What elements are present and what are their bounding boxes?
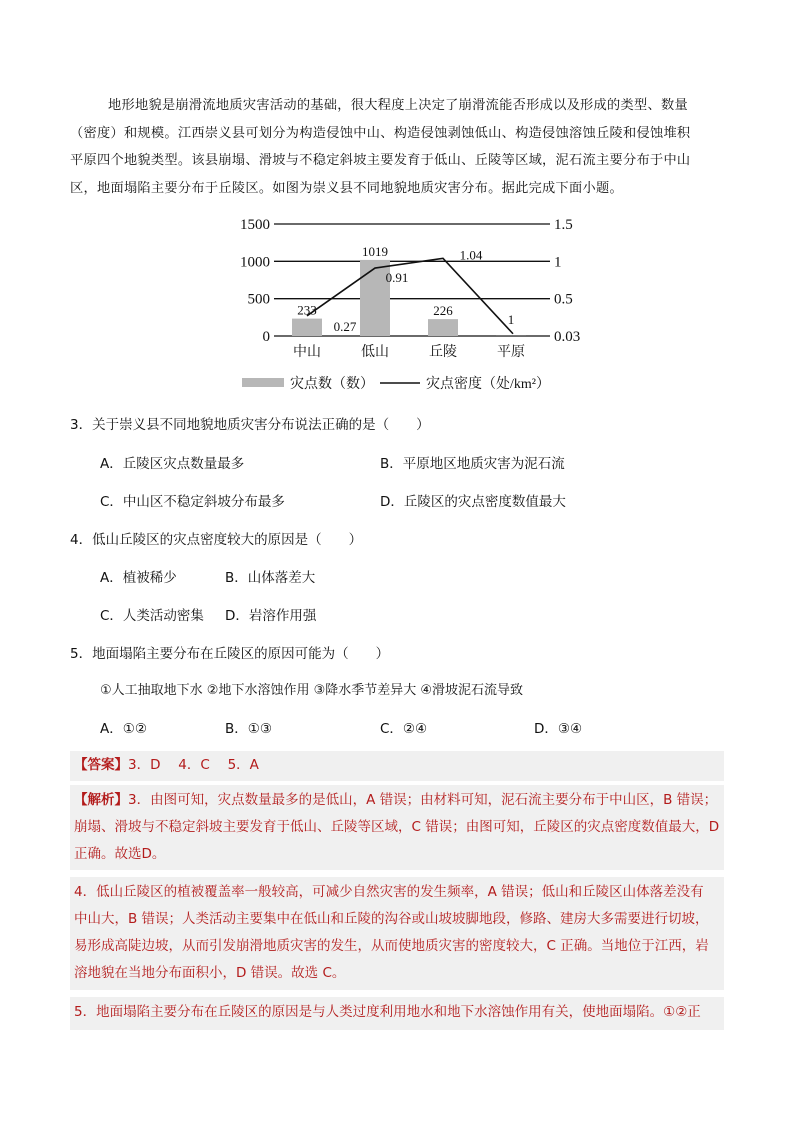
left-tick-label: 1500 (240, 217, 270, 233)
analysis-para-1 (74, 787, 734, 868)
disaster-distribution-chart (228, 210, 598, 400)
answer-line (74, 752, 259, 779)
intro-line: （密度）和规模。江西崇义县可划分为构造侵蚀中山、构造侵蚀剥蚀低山、构造侵蚀溶蚀丘陵和侵蚀堆积 (70, 125, 691, 141)
analysis-para-3 (74, 999, 734, 1026)
analysis-line: 中山大，B 错误；人类活动主要集中在低山和丘陵的沟谷或山坡坡脚地段，修路、建房大多需要进行切坡， (74, 911, 709, 927)
q4-option-d[interactable]: D．岩溶作用强 (225, 608, 317, 624)
left-tick-label: 0 (262, 329, 270, 345)
q4-option-b[interactable]: B．山体落差大 (225, 570, 316, 586)
bar (428, 319, 458, 336)
analysis-line: 4．低山丘陵区的植被覆盖率一般较高，可减少自然灾害的发生频率，A 错误；低山和丘陵区山体落差没有 (74, 884, 704, 900)
question-5-stem: 5．地面塌陷主要分布在丘陵区的原因可能为（ ） (70, 646, 390, 662)
category-label: 低山 (361, 345, 389, 360)
line-data-label: 1.04 (459, 247, 483, 263)
q5-statements: ①人工抽取地下水 ②地下水溶蚀作用 ③降水季节差异大 ④滑坡泥石流导致 (100, 683, 524, 698)
line-data-label: 0.27 (333, 318, 357, 334)
q5-option-a[interactable]: A．①② (100, 721, 147, 737)
category-label: 平原 (497, 345, 525, 360)
q4-option-c[interactable]: C．人类活动密集 (100, 608, 204, 624)
bar-data-label: 233 (297, 302, 317, 318)
answer-text: 3．D 4．C 5．A (128, 757, 259, 773)
legend-bar-label: 灾点数（数） (290, 377, 374, 392)
right-tick-label: 1 (554, 254, 562, 271)
bar-data-label: 226 (433, 303, 453, 319)
line-data-label: 0.91 (385, 270, 409, 286)
q5-option-d[interactable]: D．③④ (534, 721, 583, 737)
right-tick-label: 0.03 (554, 329, 581, 345)
analysis-line: 5．地面塌陷主要分布在丘陵区的原因是与人类过度利用地水和地下水溶蚀作用有关，使地面塌陷。①②正 (74, 1004, 701, 1020)
legend-line-label: 灾点密度（处/km²） (426, 377, 550, 392)
question-4-stem: 4．低山丘陵区的灾点密度较大的原因是（ ） (70, 532, 363, 548)
right-tick-label: 1.5 (554, 217, 573, 233)
category-label: 丘陵 (429, 345, 457, 360)
q5-option-c[interactable]: C．②④ (380, 721, 428, 737)
left-tick-label: 500 (247, 291, 270, 308)
legend-bar-swatch (242, 378, 284, 387)
analysis-para-2 (74, 879, 734, 987)
intro-line: 区，地面塌陷主要分布于丘陵区。如图为崇义县不同地貌地质灾害分布。据此完成下面小题。 (70, 180, 623, 196)
category-label: 中山 (293, 345, 321, 360)
bar-data-label: 1019 (362, 243, 388, 259)
line-data-label: 1 (507, 311, 515, 327)
intro-line: 地形地貌是崩滑流地质灾害活动的基础，很大程度上决定了崩滑流能否形成以及形成的类型、数量 (108, 98, 688, 113)
analysis-line: 易形成高陡边坡，从而引发崩滑地质灾害的发生，从而使地质灾害的密度较大，C 正确。当地位于江西，岩 (74, 938, 709, 954)
q3-option-b[interactable]: B．平原地区地质灾害为泥石流 (380, 456, 565, 472)
q3-option-c[interactable]: C．中山区不稳定斜坡分布最多 (100, 494, 285, 510)
q3-option-a[interactable]: A．丘陵区灾点数量最多 (100, 456, 245, 472)
analysis-line: 正确。故选D。 (74, 846, 166, 862)
q4-option-a[interactable]: A．植被稀少 (100, 570, 177, 586)
intro-line: 平原四个地貌类型。该县崩塌、滑坡与不稳定斜坡主要发育于低山、丘陵等区域，泥石流主要分布于中山 (70, 153, 691, 168)
analysis-label: 【解析】 (74, 792, 128, 808)
q3-option-d[interactable]: D．丘陵区的灾点密度数值最大 (380, 494, 566, 510)
answer-label: 【答案】 (74, 757, 128, 773)
analysis-line: 3．由图可知，灾点数量最多的是低山，A 错误；由材料可知，泥石流主要分布于中山区，B 错误； (128, 792, 718, 808)
left-tick-label: 1000 (240, 254, 270, 271)
analysis-line: 溶地貌在当地分布面积小，D 错误。故选 C。 (74, 965, 346, 981)
bar (292, 319, 322, 336)
analysis-line: 崩塌、滑坡与不稳定斜坡主要发育于低山、丘陵等区域，C 错误；由图可知，丘陵区的灾点密度数值最大，D (74, 819, 720, 835)
question-3-stem: 3．关于崇义县不同地貌地质灾害分布说法正确的是（ ） (70, 417, 430, 433)
q5-option-b[interactable]: B．①③ (225, 721, 272, 737)
intro-passage (70, 92, 726, 202)
right-tick-label: 0.5 (554, 291, 573, 308)
